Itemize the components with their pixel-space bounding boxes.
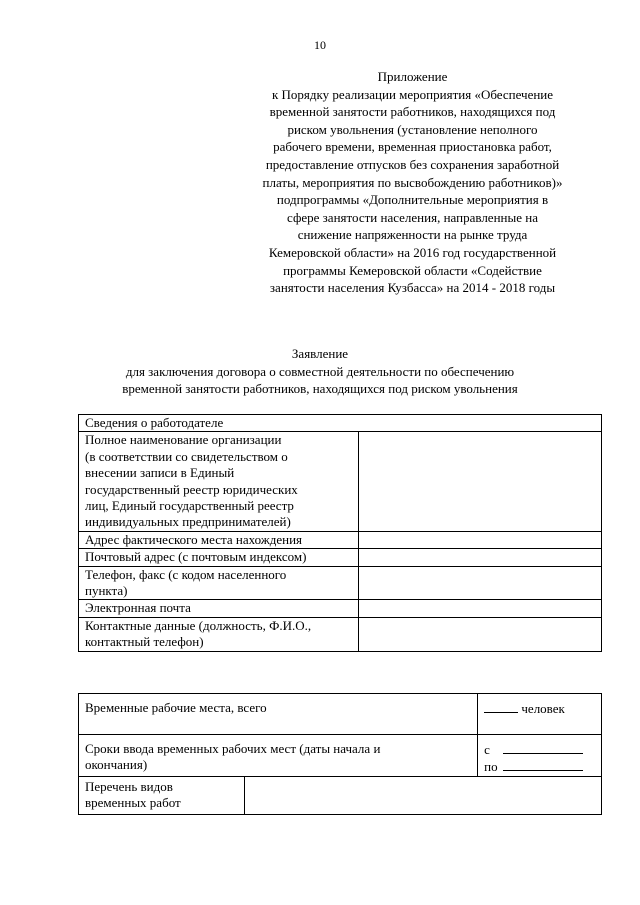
temporary-workplaces-table xyxy=(78,693,602,815)
statement-subtitle: временной занятости работников, находящихся под риском увольнения xyxy=(122,381,518,397)
appendix-line: рабочего времени, временная приостановка работ, xyxy=(273,139,552,155)
contact-data-label: Контактные данные (должность, Ф.И.О., контактный телефон) xyxy=(79,617,359,651)
appendix-line: платы, мероприятия по высвобождению работников)» xyxy=(262,174,563,190)
employer-info-header: Сведения о работодателе xyxy=(79,415,602,432)
statement-title-block xyxy=(0,345,640,398)
work-types-field[interactable] xyxy=(244,776,601,814)
date-to-blank[interactable] xyxy=(503,758,583,771)
email-field[interactable] xyxy=(358,600,601,617)
page-number: 10 xyxy=(314,38,326,52)
workplaces-count-blank[interactable] xyxy=(484,700,518,713)
workplaces-total-field[interactable] xyxy=(478,694,602,735)
table-row xyxy=(79,694,602,735)
table-row xyxy=(79,432,602,531)
date-from-blank[interactable] xyxy=(503,741,583,754)
table-row xyxy=(79,617,602,651)
date-from-label: с xyxy=(484,742,490,757)
statement-title: Заявление xyxy=(291,346,349,361)
table-row xyxy=(79,600,602,617)
appendix-line: риском увольнения (установление неполного xyxy=(287,121,538,137)
appendix-line: Кемеровской области» на 2016 год государственной xyxy=(268,244,557,260)
workplaces-unit: человек xyxy=(521,701,565,716)
appendix-line: временной занятости работников, находящихся под xyxy=(269,104,556,120)
appendix-line: Приложение xyxy=(377,69,448,84)
table-row xyxy=(79,735,602,777)
postal-address-field[interactable] xyxy=(358,549,601,566)
table-row xyxy=(79,531,602,548)
appendix-line: снижение напряженности на рынке труда xyxy=(297,227,528,243)
table-row xyxy=(79,549,602,566)
dates-label: Сроки ввода временных рабочих мест (даты начала и окончания) xyxy=(79,735,478,777)
appendix-line: программы Кемеровской области «Содействие xyxy=(283,262,542,278)
actual-address-field[interactable] xyxy=(358,531,601,548)
table-header-row xyxy=(79,415,602,432)
full-name-field[interactable] xyxy=(358,432,601,531)
employer-info-table xyxy=(78,414,602,652)
date-to-label: по xyxy=(484,759,498,775)
work-types-label: Перечень видов временных работ xyxy=(79,776,245,814)
appendix-line: занятости населения Кузбасса» на 2014 - 2018 годы xyxy=(269,280,556,296)
postal-address-label: Почтовый адрес (с почтовым индексом) xyxy=(79,549,359,566)
appendix-line: сфере занятости населения, направленные на xyxy=(287,209,538,225)
appendix-line: подпрограммы «Дополнительные мероприятия в xyxy=(276,192,549,208)
actual-address-label: Адрес фактического места нахождения xyxy=(79,531,359,548)
statement-subtitle: для заключения договора о совместной деятельности по обеспечению xyxy=(125,363,515,379)
contact-data-field[interactable] xyxy=(358,617,601,651)
phone-fax-label: Телефон, факс (с кодом населенного пункта) xyxy=(79,566,359,600)
phone-fax-field[interactable] xyxy=(358,566,601,600)
appendix-line: к Порядку реализации мероприятия «Обеспечение xyxy=(271,86,554,102)
table-row xyxy=(79,776,602,814)
dates-field[interactable] xyxy=(478,735,602,777)
workplaces-total-label: Временные рабочие места, всего xyxy=(79,694,478,735)
full-name-label: Полное наименование организации (в соответствии со свидетельством о внесении записи в Единый государственный реестр юридических лиц, Единый государственный реестр индивидуальных предпринимателей) xyxy=(79,432,359,531)
email-label: Электронная почта xyxy=(79,600,359,617)
appendix-line: предоставление отпусков без сохранения заработной xyxy=(265,156,560,172)
table-row xyxy=(79,566,602,600)
appendix-header xyxy=(240,68,585,297)
